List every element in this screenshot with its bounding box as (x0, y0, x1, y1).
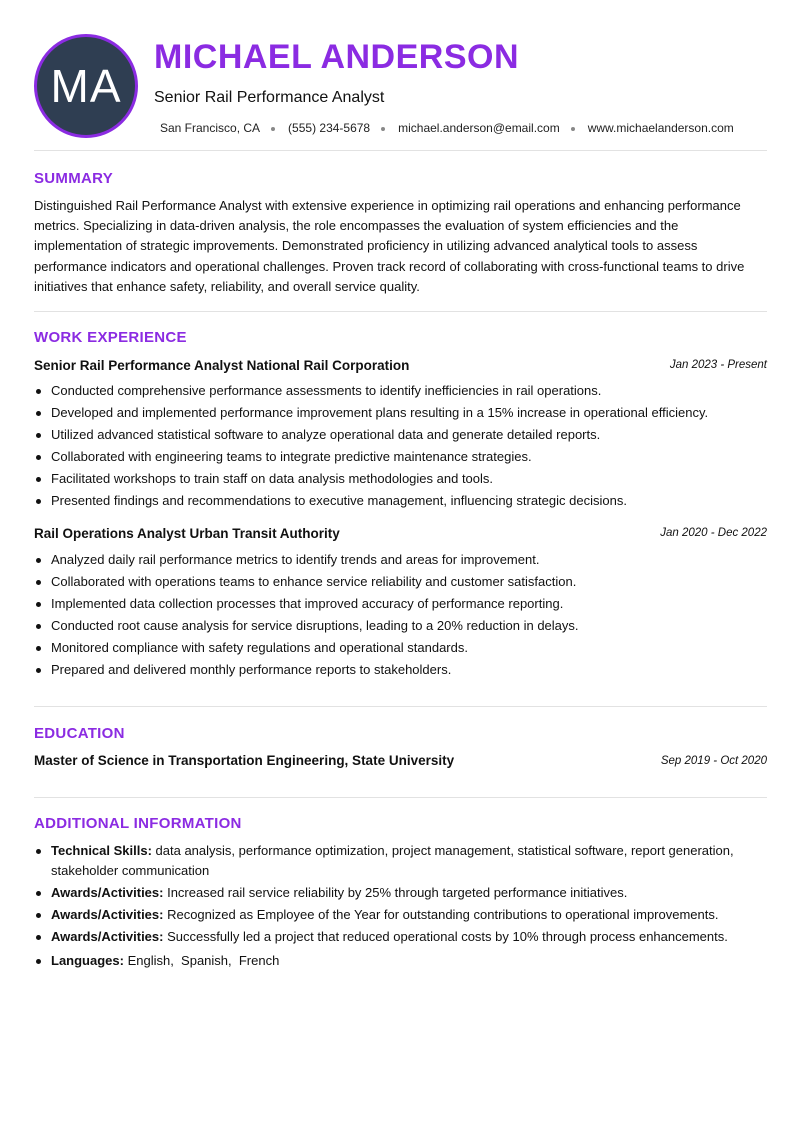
separator-dot (271, 127, 275, 131)
list-item: Developed and implemented performance improvement plans resulting in a 15% increase in operational efficiency. (34, 402, 767, 424)
list-item (34, 951, 764, 971)
section-divider (34, 797, 767, 798)
list-item: Utilized advanced statistical software to analyze operational data and generate detailed reports. (34, 424, 767, 446)
item-label: Technical Skills: (51, 843, 152, 858)
list-item: Monitored compliance with safety regulations and operational standards. (34, 637, 767, 659)
job-date: Jan 2023 - Present (669, 359, 767, 371)
item-text: data analysis, performance optimization, project management, statistical software, report generation, stakeholder communication (51, 843, 734, 878)
job-date: Jan 2020 - Dec 2022 (660, 527, 767, 539)
item-label: Awards/Activities: (51, 907, 164, 922)
job-header (34, 358, 767, 376)
job-bullets (34, 549, 767, 681)
list-item (34, 927, 764, 947)
list-item: Prepared and delivered monthly performance reports to stakeholders. (34, 659, 767, 681)
separator-dot (571, 127, 575, 131)
section-divider (34, 706, 767, 707)
job-bullets (34, 380, 767, 512)
avatar (34, 34, 138, 138)
item-text: Increased rail service reliability by 25% through targeted performance initiatives. (163, 885, 628, 900)
item-text: Recognized as Employee of the Year for outstanding contributions to operational improvements. (163, 907, 719, 922)
list-item: Conducted root cause analysis for service disruptions, leading to a 20% reduction in delays. (34, 615, 767, 637)
resume-header (34, 34, 767, 138)
separator-dot (381, 127, 385, 131)
avatar-initials: MA (50, 60, 122, 112)
education-date: Sep 2019 - Oct 2020 (660, 755, 767, 767)
list-item (34, 905, 764, 925)
item-label: Awards/Activities: (51, 929, 164, 944)
contact-line (160, 121, 734, 135)
job-header (34, 526, 767, 544)
list-item: Facilitated workshops to train staff on data analysis methodologies and tools. (34, 468, 767, 490)
candidate-title: Senior Rail Performance Analyst (154, 89, 385, 106)
list-item (34, 883, 764, 903)
contact-email[interactable]: michael.anderson@email.com (398, 121, 560, 135)
list-item: Analyzed daily rail performance metrics to identify trends and areas for improvement. (34, 549, 767, 571)
list-item: Presented findings and recommendations to executive management, influencing strategic decisions. (34, 490, 767, 512)
section-divider (34, 311, 767, 312)
list-item: Conducted comprehensive performance assessments to identify inefficiencies in rail operations. (34, 380, 767, 402)
list-item (34, 841, 764, 881)
contact-website[interactable]: www.michaelanderson.com (587, 121, 734, 135)
job-role: Senior Rail Performance Analyst National Rail Corporation (34, 358, 410, 373)
candidate-name: MICHAEL ANDERSON (154, 38, 520, 76)
education-entry (34, 753, 767, 771)
contact-location: San Francisco, CA (160, 121, 261, 135)
experience-heading: WORK EXPERIENCE (34, 329, 187, 346)
job-role: Rail Operations Analyst Urban Transit Authority (34, 526, 340, 541)
list-item: Implemented data collection processes that improved accuracy of performance reporting. (34, 593, 767, 615)
list-item: Collaborated with operations teams to enhance service reliability and customer satisfaction. (34, 571, 767, 593)
education-heading: EDUCATION (34, 725, 125, 742)
additional-list (34, 841, 764, 973)
summary-text: Distinguished Rail Performance Analyst with extensive experience in optimizing rail operations and enhancing performance metrics. Specializing in data-driven analysis, the role encompasses the evaluation of system efficiencies and the implementation of strategic improvements. Demonstrated proficiency in utilizing advanced analytical tools to assess performance indicators and operational challenges. Proven track record of collaborating with cross-functional teams to drive initiatives that enhance safety, reliability, and overall service quality. (34, 198, 745, 294)
item-text: English, Spanish, French (123, 953, 280, 968)
section-divider (34, 150, 767, 151)
summary-heading: SUMMARY (34, 170, 114, 187)
item-text: Successfully led a project that reduced operational costs by 10% through process enhancements. (163, 929, 728, 944)
additional-heading: ADDITIONAL INFORMATION (34, 815, 242, 832)
contact-phone: (555) 234-5678 (288, 121, 371, 135)
education-degree: Master of Science in Transportation Engineering, State University (34, 753, 455, 768)
item-label: Awards/Activities: (51, 885, 164, 900)
item-label: Languages: (51, 953, 124, 968)
list-item: Collaborated with engineering teams to integrate predictive maintenance strategies. (34, 446, 767, 468)
